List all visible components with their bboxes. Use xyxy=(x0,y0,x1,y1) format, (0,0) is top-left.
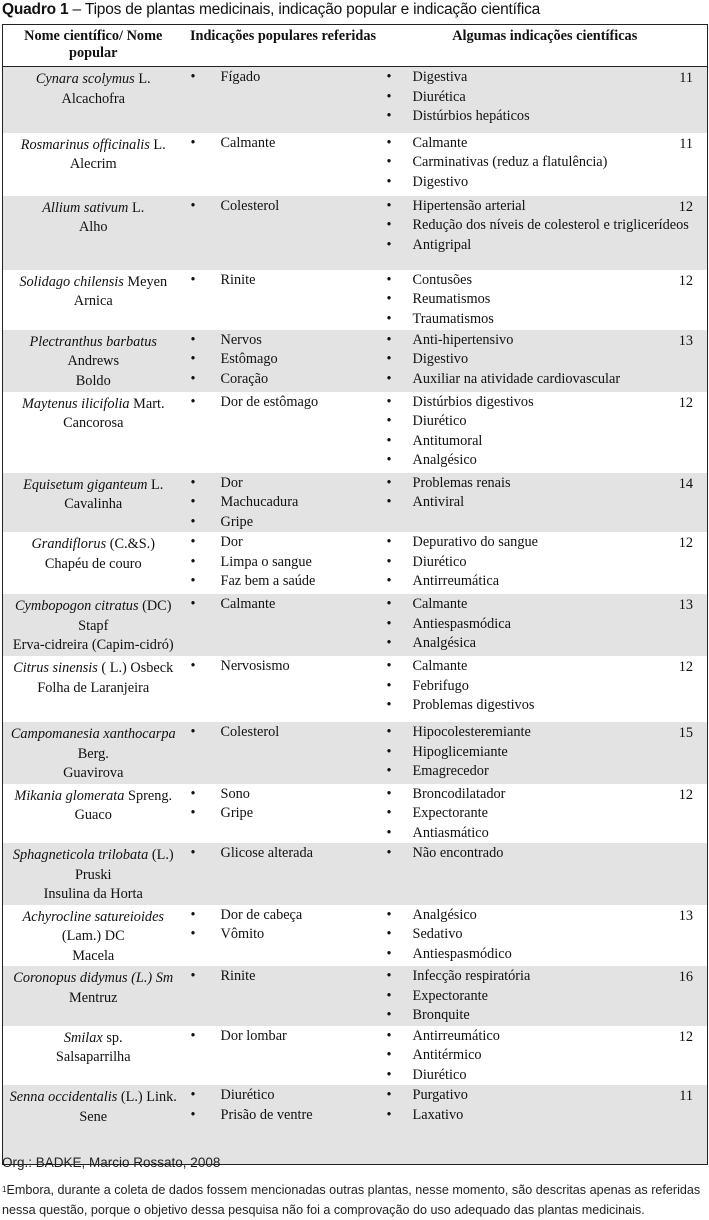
popular-indication: • Estômago xyxy=(184,350,383,370)
scientific-indication: • Antiespasmódico xyxy=(383,945,708,965)
scientific-indication: • Digestivo xyxy=(383,173,708,193)
author-name: (C.&S.) xyxy=(109,536,156,552)
common-name: Boldo xyxy=(75,372,111,389)
popular-indications-cell xyxy=(184,905,383,967)
scientific-name: Cynara scolymus xyxy=(35,71,135,87)
popular-indication: • Colesterol xyxy=(184,723,383,743)
scientific-indication: • Traumatismos xyxy=(383,310,708,330)
scientific-indication: • Hipocolesteremiante xyxy=(383,723,708,743)
scientific-name: Senna occidentalis xyxy=(9,1089,118,1105)
popular-indication: • Nervosismo xyxy=(184,657,383,677)
popular-list xyxy=(184,533,383,592)
popular-indications-cell xyxy=(184,392,383,473)
reference-number: 12 xyxy=(678,659,693,675)
popular-list xyxy=(184,271,383,291)
scientific-indication: • Carminativas (reduz a flatulência) xyxy=(383,153,708,173)
popular-indication: • Prisão de ventre xyxy=(184,1106,383,1126)
scientific-list xyxy=(383,1027,708,1086)
plant-name-cell xyxy=(3,905,184,967)
popular-indications-cell xyxy=(184,843,383,905)
table-row xyxy=(3,330,708,392)
scientific-indication: • Diurética xyxy=(383,88,708,108)
popular-indication: • Machucadura xyxy=(184,493,383,513)
header-popular: Indicações populares referidas xyxy=(184,25,383,67)
popular-indication: • Calmante xyxy=(184,595,383,615)
popular-indications-cell xyxy=(184,330,383,392)
scientific-indication: • Digestiva xyxy=(383,68,708,88)
scientific-list xyxy=(383,474,708,513)
author-name: (L.) Pruski xyxy=(74,847,174,883)
popular-list xyxy=(184,134,383,154)
popular-list xyxy=(184,1027,383,1047)
scientific-indication: • Bronquite xyxy=(383,1006,708,1026)
popular-list xyxy=(184,967,383,987)
popular-list xyxy=(184,197,383,217)
table-row xyxy=(3,473,708,533)
scientific-list xyxy=(383,271,708,330)
common-name: Alho xyxy=(78,219,108,235)
table-row xyxy=(3,133,708,196)
scientific-name: Mikania glomerata xyxy=(14,787,125,804)
header-scientific: Algumas indicações científicas xyxy=(383,25,708,67)
popular-indication: • Nervos xyxy=(184,331,383,351)
scientific-list xyxy=(383,134,708,193)
header-row xyxy=(3,25,708,67)
common-name: Mentruz xyxy=(69,989,118,1006)
author-name: L. xyxy=(153,136,166,153)
scientific-name: Coronopus didymus (L.) Sm xyxy=(13,970,174,986)
popular-list xyxy=(184,906,383,945)
popular-indications-cell xyxy=(184,133,383,196)
popular-list xyxy=(184,785,383,824)
reference-number: 13 xyxy=(678,597,693,613)
table-row xyxy=(3,784,708,844)
scientific-list xyxy=(383,331,708,390)
scientific-indications-cell xyxy=(383,196,708,270)
scientific-indication: • Hipertensão arterial xyxy=(383,197,708,217)
source-note: Org.: BADKE, Marcio Rossato, 2008 xyxy=(2,1155,221,1170)
popular-indication: • Calmante xyxy=(184,134,383,154)
scientific-list xyxy=(383,906,708,965)
author-name: (DC) Stapf xyxy=(78,598,172,634)
popular-list xyxy=(184,844,383,864)
scientific-name: Sphagneticola trilobata xyxy=(12,847,149,863)
scientific-indication: • Expectorante xyxy=(383,804,708,824)
plant-name-cell xyxy=(3,1085,184,1164)
popular-indication: • Gripe xyxy=(184,513,383,533)
popular-list xyxy=(184,1086,383,1125)
popular-indications-cell xyxy=(184,270,383,330)
scientific-indications-cell xyxy=(383,67,708,133)
plant-name-cell xyxy=(3,133,184,196)
popular-indication: • Rinite xyxy=(184,271,383,291)
scientific-indications-cell xyxy=(383,722,708,784)
scientific-list xyxy=(383,197,708,256)
scientific-indication: • Antitérmico xyxy=(383,1046,708,1066)
popular-indication: • Limpa o sangue xyxy=(184,553,383,573)
scientific-indications-cell xyxy=(383,392,708,473)
scientific-indications-cell xyxy=(383,1085,708,1164)
reference-number: 12 xyxy=(678,1028,693,1045)
scientific-name: Plectranthus barbatus xyxy=(29,333,157,350)
scientific-indication: • Analgésico xyxy=(383,451,708,471)
scientific-name: Citrus sinensis xyxy=(13,660,98,676)
table-row xyxy=(3,196,708,270)
popular-list xyxy=(184,595,383,615)
scientific-name: Smilax xyxy=(63,1029,103,1046)
scientific-indications-cell xyxy=(383,330,708,392)
plant-name-cell xyxy=(3,330,184,392)
table-row xyxy=(3,1026,708,1086)
scientific-indications-cell xyxy=(383,1026,708,1086)
scientific-indication: • Diurético xyxy=(383,1066,708,1086)
popular-indication: • Vômito xyxy=(184,925,383,945)
scientific-indication: • Diurético xyxy=(383,412,708,432)
caption-text: Tipos de plantas medicinais, indicação popular e indicação científica xyxy=(84,1,541,18)
table-row xyxy=(3,392,708,473)
scientific-indication: • Emagrecedor xyxy=(383,762,708,782)
author-name: L. xyxy=(151,476,164,493)
caption-separator: – xyxy=(72,1,81,18)
author-name: L. xyxy=(138,71,151,87)
scientific-list xyxy=(383,657,708,716)
scientific-indication: • Antiasmático xyxy=(383,824,708,844)
scientific-indication: • Distúrbios hepáticos xyxy=(383,107,708,127)
popular-indication: • Dor xyxy=(184,474,383,494)
popular-indication: • Faz bem a saúde xyxy=(184,572,383,592)
scientific-name: Allium sativum xyxy=(42,199,129,216)
scientific-indication: • Calmante xyxy=(383,657,708,677)
popular-indication: • Dor de cabeça xyxy=(184,906,383,926)
scientific-indication: • Reumatismos xyxy=(383,290,708,310)
popular-indications-cell xyxy=(184,784,383,844)
common-name: Alcachofra xyxy=(61,90,125,107)
medicinal-plants-table xyxy=(2,24,708,1165)
reference-number: 12 xyxy=(678,786,693,803)
common-name: Erva-cidreira (Capim-cidró) xyxy=(12,637,174,653)
scientific-indication: • Hipoglicemiante xyxy=(383,743,708,763)
reference-number: 13 xyxy=(678,907,693,924)
common-name: Macela xyxy=(72,947,115,964)
scientific-indication: • Problemas renais xyxy=(383,474,708,494)
popular-indication: • Sono xyxy=(184,785,383,805)
plant-name-cell xyxy=(3,843,184,905)
scientific-indication: • Laxativo xyxy=(383,1106,708,1126)
common-name: Alecrim xyxy=(69,156,117,172)
scientific-indication: • Expectorante xyxy=(383,987,708,1007)
popular-list xyxy=(184,474,383,533)
scientific-name: Campomanesia xanthocarpa xyxy=(10,726,176,742)
plant-name-cell xyxy=(3,784,184,844)
common-name: Cavalinha xyxy=(64,496,123,512)
scientific-indication: • Contusões xyxy=(383,271,708,291)
scientific-list xyxy=(383,1086,708,1125)
plant-name-cell xyxy=(3,67,184,133)
scientific-indication: • Digestivo xyxy=(383,350,708,370)
table-row xyxy=(3,532,708,594)
scientific-name: Solidago chilensis xyxy=(19,273,124,290)
plant-name-cell xyxy=(3,532,184,594)
popular-indications-cell xyxy=(184,473,383,533)
author-name: Berg. xyxy=(77,745,109,762)
author-name: (L.) Link. xyxy=(120,1089,177,1105)
scientific-indication: • Analgésica xyxy=(383,634,708,654)
common-name: Sene xyxy=(79,1108,108,1125)
author-name: Meyen xyxy=(127,273,168,290)
plant-name-cell xyxy=(3,966,184,1026)
author-name: Mart. xyxy=(133,395,165,412)
scientific-indications-cell xyxy=(383,843,708,905)
scientific-name: Cymbopogon citratus xyxy=(15,598,139,614)
table-row xyxy=(3,966,708,1026)
plant-name-cell xyxy=(3,473,184,533)
author-name: Andrews xyxy=(67,353,120,369)
scientific-list xyxy=(383,967,708,1026)
scientific-name: Rosmarinus officinalis xyxy=(20,136,150,153)
common-name: Guaco xyxy=(74,807,112,823)
scientific-indication: • Calmante xyxy=(383,134,708,154)
plant-name-cell xyxy=(3,196,184,270)
scientific-indication: • Antigripal xyxy=(383,236,708,256)
author-name: sp. xyxy=(106,1029,123,1046)
popular-indication: • Coração xyxy=(184,370,383,390)
table-row xyxy=(3,594,708,656)
footnote-text: Embora, durante a coleta de dados fossem mencionadas outras plantas, nesse momento, são descritas apenas as referidas nessa questão, porque o objetivo dessa pesquisa não foi a comprovação do uso adequado das plantas medicinais. xyxy=(2,1183,701,1217)
reference-number: 12 xyxy=(678,272,693,289)
popular-list xyxy=(184,68,383,88)
popular-indications-cell xyxy=(184,67,383,133)
caption-label: Quadro 1 xyxy=(2,1,69,18)
author-name: L. xyxy=(131,199,145,216)
reference-number: 11 xyxy=(679,1088,693,1104)
popular-indication: • Glicose alterada xyxy=(184,844,383,864)
scientific-list xyxy=(383,68,708,127)
popular-indication: • Colesterol xyxy=(184,197,383,217)
reference-number: 11 xyxy=(679,135,693,152)
popular-indications-cell xyxy=(184,722,383,784)
reference-number: 13 xyxy=(678,332,693,349)
scientific-indication: • Infecção respiratória xyxy=(383,967,708,987)
scientific-indications-cell xyxy=(383,270,708,330)
table-caption xyxy=(2,1,540,19)
author-name: Spreng. xyxy=(128,787,173,804)
reference-number: 15 xyxy=(678,725,693,741)
reference-number: 11 xyxy=(679,70,693,86)
reference-number: 12 xyxy=(678,198,693,215)
popular-indications-cell xyxy=(184,532,383,594)
common-name: Salsaparrilha xyxy=(55,1049,131,1065)
scientific-indication: • Antiviral xyxy=(383,493,708,513)
scientific-indication: • Calmante xyxy=(383,595,708,615)
scientific-indication: • Antirreumática xyxy=(383,572,708,592)
scientific-indication: • Purgativo xyxy=(383,1086,708,1106)
scientific-indication: • Broncodilatador xyxy=(383,785,708,805)
scientific-indication: • Antirreumático xyxy=(383,1027,708,1047)
plant-name-cell xyxy=(3,594,184,656)
scientific-indications-cell xyxy=(383,966,708,1026)
common-name: Folha de Laranjeira xyxy=(37,679,150,696)
scientific-indications-cell xyxy=(383,905,708,967)
scientific-name: Grandiflorus xyxy=(31,536,107,552)
plant-name-cell xyxy=(3,270,184,330)
scientific-indications-cell xyxy=(383,473,708,533)
plant-name-cell xyxy=(3,392,184,473)
author-name: (Lam.) DC xyxy=(61,928,125,944)
scientific-indication: • Auxiliar na atividade cardiovascular xyxy=(383,370,708,390)
table-row xyxy=(3,1085,708,1164)
scientific-list xyxy=(383,723,708,782)
scientific-list xyxy=(383,533,708,592)
popular-indication: • Gripe xyxy=(184,804,383,824)
scientific-indication: • Distúrbios digestivos xyxy=(383,393,708,413)
table-row xyxy=(3,843,708,905)
popular-indication: • Dor xyxy=(184,533,383,553)
scientific-indication: • Anti-hipertensivo xyxy=(383,331,708,351)
scientific-indications-cell xyxy=(383,133,708,196)
scientific-indication: • Antitumoral xyxy=(383,432,708,452)
scientific-indications-cell xyxy=(383,594,708,656)
scientific-indication: • Diurético xyxy=(383,553,708,573)
footnote-marker: 1 xyxy=(2,1185,7,1194)
scientific-list xyxy=(383,393,708,471)
popular-indication: • Dor lombar xyxy=(184,1027,383,1047)
popular-indication: • Fígado xyxy=(184,68,383,88)
popular-indications-cell xyxy=(184,594,383,656)
scientific-indication: • Analgésico xyxy=(383,906,708,926)
plant-name-cell xyxy=(3,656,184,722)
footnote xyxy=(2,1180,708,1220)
popular-list xyxy=(184,331,383,390)
popular-indications-cell xyxy=(184,196,383,270)
reference-number: 12 xyxy=(678,394,693,411)
scientific-indications-cell xyxy=(383,656,708,722)
popular-indications-cell xyxy=(184,656,383,722)
reference-number: 16 xyxy=(678,969,693,985)
common-name: Cancorosa xyxy=(63,415,124,431)
popular-list xyxy=(184,723,383,743)
author-name: ( L.) Osbeck xyxy=(101,660,174,676)
scientific-indication: • Sedativo xyxy=(383,925,708,945)
popular-indications-cell xyxy=(184,1085,383,1164)
common-name: Insulina da Horta xyxy=(43,886,143,902)
popular-list xyxy=(184,657,383,677)
table-row xyxy=(3,656,708,722)
scientific-indication: • Depurativo do sangue xyxy=(383,533,708,553)
common-name: Arnica xyxy=(73,293,113,309)
scientific-indications-cell xyxy=(383,784,708,844)
popular-indications-cell xyxy=(184,1026,383,1086)
table-row xyxy=(3,270,708,330)
popular-list xyxy=(184,393,383,413)
scientific-name: Achyrocline satureioides xyxy=(22,908,164,925)
table-row xyxy=(3,67,708,133)
scientific-indication: • Problemas digestivos xyxy=(383,696,708,716)
popular-indications-cell xyxy=(184,966,383,1026)
scientific-list xyxy=(383,785,708,844)
reference-number: 14 xyxy=(678,475,693,492)
scientific-list xyxy=(383,844,708,864)
scientific-list xyxy=(383,595,708,654)
scientific-indication: • Febrifugo xyxy=(383,677,708,697)
plant-name-cell xyxy=(3,1026,184,1086)
reference-number: 12 xyxy=(678,535,693,551)
plant-name-cell xyxy=(3,722,184,784)
scientific-name: Equisetum giganteum xyxy=(23,476,148,493)
common-name: Guavirova xyxy=(63,765,124,781)
scientific-indication: • Não encontrado xyxy=(383,844,708,864)
table-row xyxy=(3,722,708,784)
header-name: Nome científico/ Nome popular xyxy=(3,25,184,67)
common-name: Chapéu de couro xyxy=(44,555,142,572)
scientific-indication: • Antiespasmódica xyxy=(383,615,708,635)
popular-indication: • Dor de estômago xyxy=(184,393,383,413)
scientific-indication: • Redução dos níveis de colesterol e triglicerídeos xyxy=(383,216,708,236)
scientific-indications-cell xyxy=(383,532,708,594)
popular-indication: • Rinite xyxy=(184,967,383,987)
popular-indication: • Diurético xyxy=(184,1086,383,1106)
scientific-name: Maytenus ilicifolia xyxy=(21,395,130,412)
table-row xyxy=(3,905,708,967)
